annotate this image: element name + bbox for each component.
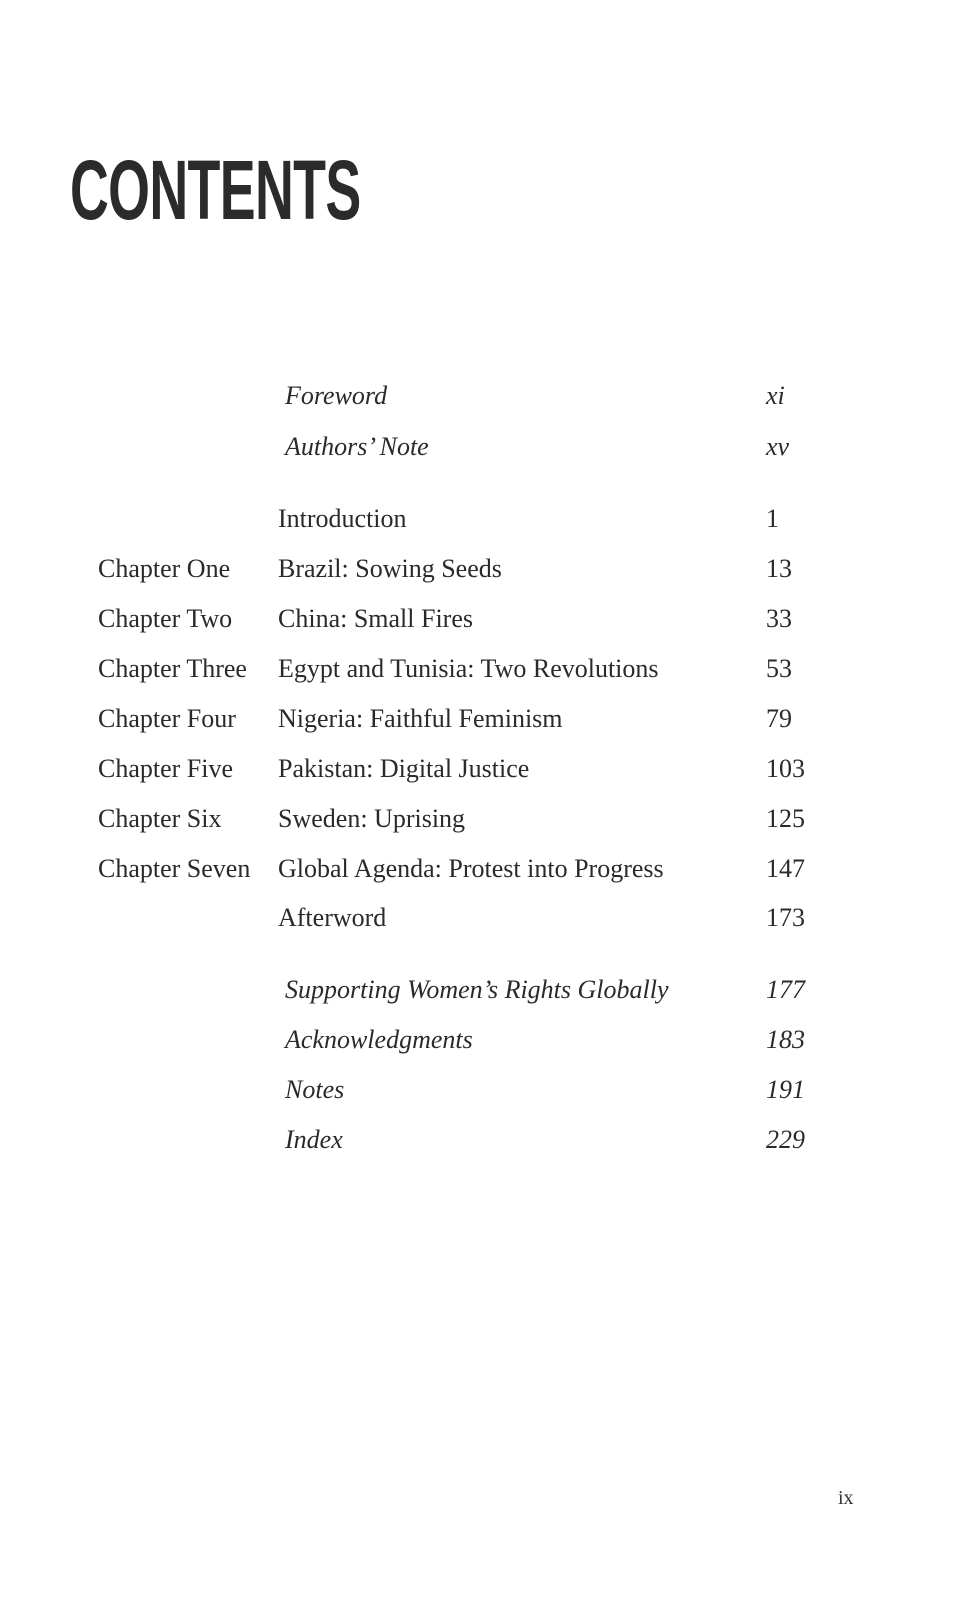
toc-entry-chapter-four[interactable] — [0, 699, 970, 739]
entry-page: 103 — [766, 754, 805, 783]
entry-page: 173 — [766, 903, 805, 932]
chapter-label: Chapter Six — [98, 804, 222, 833]
toc-entry-chapter-seven[interactable] — [0, 849, 970, 889]
entry-title: Introduction — [278, 504, 407, 533]
entry-title: Sweden: Uprising — [278, 804, 466, 833]
toc-entry-chapter-three[interactable] — [0, 649, 970, 689]
chapter-label: Chapter Three — [98, 654, 247, 683]
chapter-label: Chapter Four — [98, 704, 236, 733]
toc-entry-notes[interactable] — [0, 1070, 970, 1110]
page-number: ix — [838, 1487, 854, 1509]
entry-page: 13 — [766, 554, 792, 583]
toc-entry-chapter-six[interactable] — [0, 799, 970, 839]
entry-page: 177 — [766, 975, 805, 1004]
entry-page: xi — [766, 381, 785, 410]
chapter-label: Chapter Two — [98, 604, 233, 633]
entry-title: Brazil: Sowing Seeds — [278, 554, 502, 583]
entry-page: 33 — [766, 604, 792, 633]
entry-page: 191 — [766, 1075, 805, 1104]
entry-page: xv — [766, 432, 790, 461]
entry-page: 229 — [766, 1125, 805, 1154]
entry-title: Pakistan: Digital Justice — [278, 754, 530, 783]
entry-title: Notes — [285, 1075, 345, 1104]
entry-page: 79 — [766, 704, 792, 733]
toc-entry-index[interactable] — [0, 1120, 970, 1160]
chapter-label: Chapter Five — [98, 754, 234, 783]
entry-title: Afterword — [278, 903, 387, 932]
chapter-label: Chapter Seven — [98, 854, 251, 883]
page-title: CONTENTS — [70, 143, 361, 237]
chapter-label: Chapter One — [98, 554, 231, 583]
entry-title: Nigeria: Faithful Feminism — [278, 704, 563, 733]
toc-entry-supporting-womens-rights[interactable] — [0, 970, 970, 1010]
entry-title: Supporting Women’s Rights Globally — [285, 975, 669, 1004]
entry-title: China: Small Fires — [278, 604, 473, 633]
toc-entry-chapter-one[interactable] — [0, 549, 970, 589]
entry-title: Acknowledgments — [285, 1025, 473, 1054]
entry-page: 147 — [766, 854, 805, 883]
entry-title: Index — [285, 1125, 343, 1154]
entry-title: Foreword — [285, 381, 388, 410]
entry-page: 1 — [766, 504, 779, 533]
toc-entry-foreword[interactable] — [0, 376, 970, 416]
entry-page: 183 — [766, 1025, 805, 1054]
entry-title: Egypt and Tunisia: Two Revolutions — [278, 654, 659, 683]
toc-entry-afterword[interactable] — [0, 898, 970, 938]
toc-entry-introduction[interactable] — [0, 499, 970, 539]
entry-title: Authors’ Note — [285, 432, 429, 461]
toc-entry-chapter-five[interactable] — [0, 749, 970, 789]
toc-entry-chapter-two[interactable] — [0, 599, 970, 639]
entry-page: 125 — [766, 804, 805, 833]
entry-title: Global Agenda: Protest into Progress — [278, 854, 664, 883]
toc-entry-authors-note[interactable] — [0, 427, 970, 467]
entry-page: 53 — [766, 654, 792, 683]
toc-entry-acknowledgments[interactable] — [0, 1020, 970, 1060]
